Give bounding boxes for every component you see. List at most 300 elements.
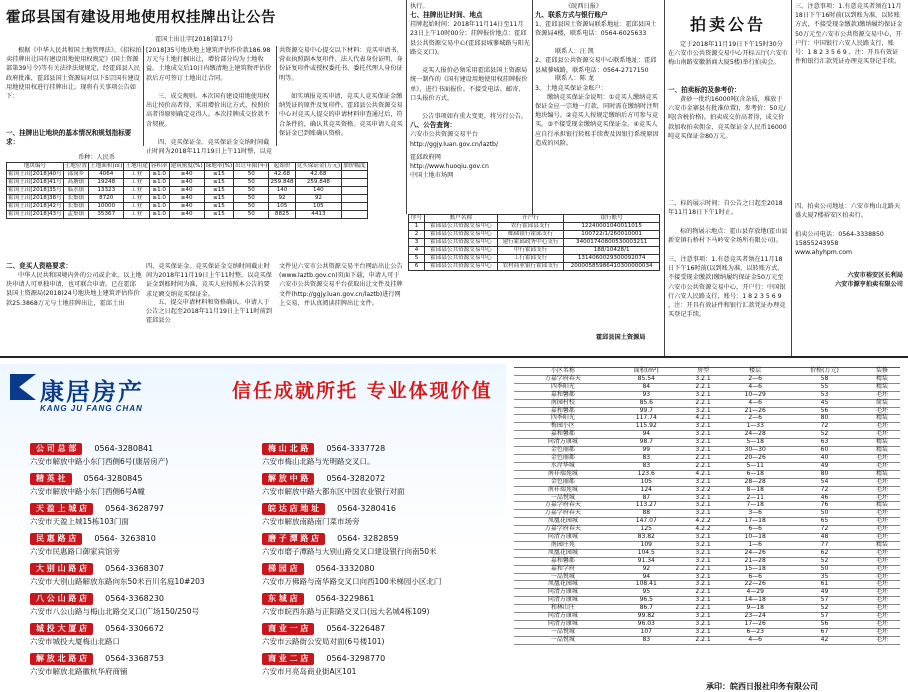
table-cell: 23—24 [725,613,785,621]
table-cell: 42 [785,636,864,644]
table-cell: 42.68 [295,171,342,179]
table-cell: 105 [612,478,681,486]
table-cell: 117.74 [612,415,681,423]
table-cell: 毛坯 [864,549,900,557]
table-header: 土地面积(㎡) [90,163,123,169]
table-cell: 毛坯 [864,462,900,470]
paragraph: 文件见六安市公共资源交易平台网站出让公告(www.laztb.gov.cn)页面下载，申请人可于六安市公共资源交易平台获取出让文件及挂牌文件(http://ggjy.luan.gov.cn/laztb)进行网上交易，并认真阅读挂牌出让文件。 [279,263,403,307]
table-cell: 毛坯 [864,589,900,597]
column-1 [6,46,142,147]
store-address: 六安市皖西东路与正阳路交叉口(远大名城4栋109) [262,607,430,616]
table-cell: 3.2.1 [681,391,725,399]
document-number: 霍国土出让字[2018]第17号 [155,36,233,43]
table-cell: 72 [785,526,864,534]
table-cell: 毛坯 [864,526,900,534]
table-header: 出让年限(年) [235,163,268,169]
table-cell: 工业 [124,179,149,187]
store-entry [262,526,502,556]
table-cell: ≥40 [169,179,204,187]
table-cell: 85.54 [612,375,681,383]
paragraph: 三、成交规则。本次国有建设用地使用权出让按价高者得，采用增价出让方式，按照价高者得原则确定竞得人。本次挂牌成交价款不含契税。 [146,93,270,128]
table-cell: 万嘉学府春天 [514,510,612,518]
table-cell: 2.2.1 [681,589,725,597]
table-header: 开户行 [497,215,563,223]
table-cell: 10000 [89,203,124,211]
ad-slogan: 信任成就所托 专业体现价值 [232,380,493,402]
table-cell: 107 [612,628,681,636]
table-cell: 4 [409,247,425,255]
table-row [514,470,900,478]
store-phone: 0564-3229861 [315,594,375,603]
table-row [7,203,368,211]
table-header: 小区名称 [514,368,612,376]
store-address: 六安市解放北路徽杭华府商铺 [30,667,128,676]
table-cell: 3.2.1 [681,573,725,581]
table-cell: 57 [785,597,864,605]
store-phone: 0564-3337728 [326,444,386,453]
table-cell: 霍国土出[2018]35号 [8,187,62,193]
store-address: 六安市梅山北路与光明路交叉口。 [262,457,375,466]
table-cell: 精装 [864,439,900,447]
store-name: 精 英 社 [30,473,72,485]
table-cell: 1 [409,223,425,231]
table-cell: 61 [785,581,864,589]
table-cell: 115.92 [612,423,681,431]
table-cell: 109 [612,541,681,549]
table-cell: 一品悦城 [514,628,612,636]
table-cell: 5—11 [725,462,785,470]
store-entry [30,436,256,466]
table-cell: 30—30 [725,447,785,455]
table-cell: 49 [785,462,864,470]
table-cell: 毛坯 [864,581,900,589]
column-1-lower [6,262,142,361]
table-cell: 精装 [864,383,900,391]
table-cell: 98.7 [612,439,681,447]
table-header: 绿地率(%) [205,163,233,169]
table-cell: 85.6 [612,399,681,407]
table-cell: 100722/1/260010001 [564,231,660,239]
table-cell: 3.2.1 [681,534,725,542]
table-cell: 6—6 [725,573,785,581]
table-cell: 万嘉学府春天 [514,375,612,383]
table-cell: 45 [785,399,864,407]
table-cell: 21—28 [725,557,785,565]
table-cell: 同清方康城 [514,621,612,629]
table-cell: 48 [785,534,864,542]
table-cell: ≥40 [169,211,204,219]
table-cell: 农村商业银行霍邱支行 [497,263,563,271]
brand-pinyin: KANG JU FANG CHAN [40,404,143,413]
table-cell: 毛坯 [864,621,900,629]
table-cell: 96.5 [612,597,681,605]
table-cell: 52 [785,605,864,613]
table-cell: 四季阳光 [514,383,612,391]
store-phone: 0564-3280845 [83,474,143,483]
table-cell: 工业 [124,211,149,219]
table-cell: 3.2.1 [681,478,725,486]
table-cell: 80 [785,415,864,423]
paragraph: 四、拍卖公司地址：六安市梅山北路天盛大厦7楼裕安区拍卖行。 [795,203,901,220]
table-cell: 凤凰花园城 [514,549,612,557]
table-header: 容积率 [150,163,168,169]
table-cell: ≥40 [169,187,204,195]
listings-panel [508,364,904,682]
store-address: 六安市解放中路大都东区中国农业银行对面 [262,487,405,496]
table-cell: 霍邱县公共资源交易中心 [425,255,498,263]
paragraph: 《皖西日报》 [565,3,603,10]
table-cell: 3.2.1 [681,447,725,455]
store-entry [30,646,256,676]
table-row [514,557,900,565]
table-cell: 65 [785,518,864,526]
store-name: 商 业 一 店 [262,623,314,635]
query-site-link[interactable]: http://ggjy.luan.gov.cn/laztb/ [410,140,499,148]
table-cell: 93 [612,391,681,399]
table-cell: 2.2.1 [681,636,725,644]
table-cell: 95 [612,589,681,597]
store-phone: 0564-3368753 [105,654,165,663]
table-cell: 52 [785,431,864,439]
table-header: 序号 [409,215,425,223]
table-cell: 3.2.1 [681,439,725,447]
table-cell: 3.2.1 [681,510,725,518]
table-cell: ≥1.0 [149,203,169,211]
table-row [409,247,660,255]
table-cell: 霍国土出[2018]42号 [8,203,62,209]
store-address: 六安市城投大厦梅山北路口 [30,637,120,646]
table-cell: 4—29 [725,589,785,597]
store-name: 八 公 山 路 店 [30,593,93,605]
table-cell: ≥1.0 [149,171,169,179]
table-cell: 105 [269,203,295,211]
paragraph: 二、标的展示时间：自公告之日起至2018年11月18日下午1时止。 [668,200,783,217]
query-site-link[interactable]: http://www.huoqiu.gov.cn [410,163,489,171]
page-title: 霍邱县国有建设用地使用权挂牌出让公告 [6,10,276,26]
table-cell: 108.41 [612,581,681,589]
store-phone: 0564-3298770 [326,654,386,663]
paragraph: 五、提交申请材料和资格确认。申请人于公告之日起至2018年11月19日上午11时前到霍邱县公 [146,299,272,325]
table-cell: 99 [612,447,681,455]
table-cell: 83 [612,454,681,462]
store-entry [262,616,502,646]
table-row [7,211,368,219]
table-cell: 精装 [864,415,900,423]
query-site-label: 霍邱政府网 [410,153,441,161]
table-cell: 3.2.1 [681,628,725,636]
paragraph: 挂牌起始时间：2018年11月14日至11月23日上午10时00分；挂牌报价地点：霍邱县公共资源交易中心(霍邱县城蓼城路与阳光路交叉口)。 [410,21,530,56]
store-name: 梯 园 店 [262,563,304,575]
store-address: 六安市万佛路与南华路交叉口向西100米梯园小区北门 [262,577,442,586]
column-3 [279,46,403,200]
table-cell: 86.7 [612,605,681,613]
table-cell: 56 [785,407,864,415]
table-cell: 2.2.1 [681,605,725,613]
table-cell: 259.848 [295,179,342,187]
table-header: 加价幅度 [343,163,366,169]
table-cell: 霍邱县公共资源交易中心 [425,239,498,247]
table-cell: 67 [785,628,864,636]
table-cell: 万嘉学府春天 [514,526,612,534]
table-cell: ≥40 [169,203,204,211]
table-cell: 毛坯 [864,494,900,502]
table-cell: 毛坯 [864,518,900,526]
table-cell: 金色丽都 [514,478,612,486]
table-cell: 8720 [89,195,124,203]
table-cell: 毛坯 [864,431,900,439]
table-cell: 中行霍邱支行 [497,247,563,255]
table-cell: 259.848 [270,179,294,185]
table-cell: 8—18 [725,486,785,494]
table-cell: 3.2.1 [681,557,725,565]
section-heading: 七、挂牌出让时间、地点 [410,11,483,20]
table-cell: 12240001040011015 [564,223,660,231]
table-cell: 55 [785,383,864,391]
table-cell: 精装 [864,447,900,455]
paragraph: 执行。 [410,3,429,10]
section-heading: 一、挂牌出让地块的基本情况和规划指标要求： [6,129,132,146]
table-cell: 4413 [295,211,342,219]
table-cell: 工行霍邱支行 [497,255,563,263]
table-cell: ≥1.0 [149,211,169,219]
paragraph: 公告事项如有重大变更，将另行公告。 [422,113,528,121]
table-cell: 99.82 [612,613,681,621]
table-cell: 49 [785,589,864,597]
table-cell: 20—26 [725,454,785,462]
table-cell: 同清方康城 [514,597,612,605]
table-cell: 精装 [864,502,900,510]
table-cell: 188/10428/1 [564,247,660,255]
store-name: 东 城 店 [262,593,304,605]
table-cell: 2—11 [725,494,785,502]
table-cell: 嘉和馨都 [514,407,612,415]
table-cell: 17—26 [725,621,785,629]
table-cell: 农行霍邱县支行 [497,223,563,231]
store-address: 六安市解放中路小东门西侧6号A幢 [30,487,145,496]
table-cell: 10—18 [725,534,785,542]
table-cell: 嘉和馨都 [514,391,612,399]
table-cell: 77 [785,541,864,549]
paragraph: 黄砂一批约16000吨(含杂质，堆放于六安市金寨县有批准位置)，参考价：50元/吨(含税价格)。拍卖成交价高者得，成交价款加收拍卖佣金，竞买保证金人民币16000吨竞买保证金80万元。 [668,96,787,140]
table-cell: 83 [612,462,681,470]
store-address: 六安市民惠路口御家宾馆旁 [30,547,120,556]
table-cell: ≥40 [169,171,204,179]
store-name: 城 投 大 厦 店 [30,623,93,635]
table-row [514,636,900,644]
table-cell: 建行霍邱政务中心支行 [497,239,563,247]
table-cell: 50 [785,510,864,518]
column-4 [410,2,530,180]
contact-person: 联系人：陈 龙 [555,75,595,83]
table-header: 银行账号 [564,215,660,223]
store-name: 梅 山 北 路 [262,443,314,455]
table-cell: 毛坯 [864,407,900,415]
store-phone: 0564- 3263810 [94,534,156,543]
table-cell: 3.2.1 [681,423,725,431]
table-header: 土地位置 [64,163,88,169]
table-row [514,565,900,573]
table-cell: 2—6 [725,375,785,383]
table-cell: 62 [785,549,864,557]
table-cell: 嘉和馨都 [514,557,612,565]
table-cell: 147.07 [612,518,681,526]
table-cell: ≥1.0 [149,179,169,187]
table-cell: 124 [612,486,681,494]
store-name: 公 司 总 部 [30,443,82,455]
table-cell: 13323 [89,187,124,195]
store-entry [262,496,502,526]
table-cell: ≤15 [204,203,233,211]
table-cell: 同清方康城 [514,439,612,447]
table-cell: 工业 [124,171,149,179]
store-address: 六安市天盈上城15栋103门面 [30,517,129,526]
table-header: 房型 [681,368,725,376]
paragraph: 三、注意事项：1.有意竞买者须在11月18日下午16时前(以到账为准，以转账方式，不接受现金缴款)缴纳履约保证金50万元至六安市公共资源交易中心，开户行：中国银行六安人民路支行，账号：1 8 2 3 5 6 9 ，注：开具有效证件和银行汇款凭证办理竞买登记手续。 [795,3,903,66]
table-row [514,478,900,486]
table-cell: 同清方康城 [514,589,612,597]
store-address: 六安市大别山路解放东路向东50米百川名庭10#203 [30,577,205,586]
store-name: 解 放 北 路 店 [30,653,93,665]
table-cell: 92 [295,195,342,203]
table-cell: 123.6 [612,470,681,478]
table-cell: 1—6 [725,541,785,549]
table-cell: 6—18 [725,470,785,478]
store-phone: 0564- 3282859 [337,534,399,543]
table-cell: 7—18 [725,502,785,510]
table-cell: 52 [785,557,864,565]
table-cell: 92 [612,565,681,573]
table-cell [342,211,367,219]
table-cell: 4—6 [725,399,785,407]
table-cell: 21—26 [725,407,785,415]
table-cell: 3.2.1 [681,407,725,415]
table-cell: 35 [785,573,864,581]
table-cell: 6—6 [725,526,785,534]
table-cell: 50 [234,171,269,179]
table-cell: 3.2.1 [681,502,725,510]
table-cell: 毛坯 [864,605,900,613]
table-cell: 80 [785,470,864,478]
table-cell: 96.03 [612,621,681,629]
store-name: 民 惠 路 店 [30,533,82,545]
table-cell: 毛坯 [864,613,900,621]
table-header: 起始价 [269,163,295,171]
table-cell: 58 [785,375,864,383]
store-address: 六安市磨子潭路与大别山路交叉口建设银行向南50米 [262,547,437,556]
store-phone: 0564-3282072 [326,474,386,483]
table-cell: 四季阳光 [514,415,612,423]
column-2 [146,46,274,156]
section-heading: 九、联系方式与银行账户 [535,11,608,20]
table-cell: 梅园小区 [514,423,612,431]
table-cell: 万嘉学府春天 [514,502,612,510]
table-cell: 毛坯 [864,597,900,605]
table-cell: 4064 [89,171,124,179]
table-row [514,391,900,399]
table-cell: 工业 [124,187,149,195]
table-cell: 83.82 [612,534,681,542]
table-cell: 一品悦城 [514,494,612,502]
table-cell: 3.2.1 [681,621,725,629]
qualification-paragraph: 中华人民共和国境内外的公司或企业，以上地块申请人可单独申请，也可联合申请。已在霍邱县国土资源局(2018)24号地块地上建筑评估作价款25.3868万元与土地挂牌出让，霍邱土出 [6,272,142,307]
table-row [514,399,900,407]
store-entry [262,436,502,466]
brand-logo: 康居房产 [40,377,144,406]
table-cell: 76 [785,502,864,510]
table-cell: 毛坯 [864,534,900,542]
table-row [409,255,660,263]
paragraph: 竞买人报价必须采用霍邱县国土资源局统一制作的《国有建设用地使用权挂牌报价单》，进行书面报价。不接受电话、邮寄、口头报价方式。 [410,67,528,102]
table-cell: 临水镇 [63,187,88,195]
brand-logo-mark [10,374,36,400]
table-cell: 金色丽都 [514,447,612,455]
table-cell: 40 [785,454,864,462]
table-row [409,239,660,247]
table-cell: 邵岗乡 [63,171,88,179]
auction-website[interactable]: www.ahyhpm.com [795,249,853,256]
auction-notice-continued [795,2,903,290]
table-cell: 凤凰花园城 [514,518,612,526]
table-cell: 3.2.1 [681,613,725,621]
store-entry [30,526,256,556]
paragraph: 共资源交易中心提交以下材料：竞买申请书、营业执照副本复印件、法人代表身份证明、身份证复印件或授权委托书、委托代理人身份证明等。 [279,47,403,82]
section-heading: 八、公告查询： [410,121,457,130]
table-header: 面积(m²) [612,368,681,376]
table-cell: ≥1.0 [149,195,169,203]
table-cell: 2—6 [725,415,785,423]
table-cell: 精装 [864,541,900,549]
table-cell: 53 [785,391,864,399]
table-cell [342,203,367,211]
table-cell: 1314060029300092074 [564,255,660,263]
table-cell: 工业 [124,195,149,203]
table-cell: 2.2.1 [681,399,725,407]
table-cell: 140 [295,187,342,195]
table-cell: 2.2.1 [681,383,725,391]
table-cell: 5 [409,255,425,263]
table-cell: 50 [785,565,864,573]
table-cell: 金色丽都 [514,454,612,462]
paragraph: 定于2018年11月19日下午15时30分在六安市公共资源交易中心开标五厅(六安市梅山南路安徽浙商大厦5楼)举行拍卖会。 [668,41,788,67]
auction-phone: 拍卖公司电话：0564-3338850 15855243958 [795,231,884,248]
table-cell: 3.2.1 [681,494,725,502]
table-cell: 霍邱县公共资源交易中心 [425,247,498,255]
paragraph: 标的物展示地点：霍山县存放地(霍山县新安镇石桥村下马岭安全场所有限公司)。 [668,228,788,245]
table-cell: ≤15 [204,211,233,219]
table-cell: 14—18 [725,597,785,605]
table-cell: 104.5 [612,549,681,557]
store-address: 六安市解放中路小东门西侧6号(康居房产) [30,457,169,466]
table-cell: 毛坯 [864,510,900,518]
table-cell: 3.2.1 [681,581,725,589]
table-cell: 2.2.1 [681,462,725,470]
store-address: 六安市解放南路南门菜市场旁 [262,517,360,526]
table-cell: 50 [234,195,269,203]
table-cell: 8825 [269,211,295,219]
table-cell: ≤15 [204,187,233,195]
table-cell: 19248 [89,179,124,187]
section-heading: 一、拍卖标的及参考价： [668,86,741,94]
paragraph: 2、霍邱县公共资源交易中心联系地址：霍邱县城蓼城路，联系电话：0564-2717150 [535,57,657,74]
query-site-label: 六安市公共资源交易平台 [410,131,479,139]
store-entry [262,646,502,676]
table-cell: 24—26 [725,549,785,557]
paragraph: 1、霍邱县国土资源局联系地址：霍邱县国土资源局4楼，联系电话：0564-6025633 [535,21,657,38]
table-cell: 3.2.2 [681,486,725,494]
store-entry [262,586,502,616]
table-cell: 毛坯 [864,391,900,399]
table-cell: 99.7 [612,407,681,415]
